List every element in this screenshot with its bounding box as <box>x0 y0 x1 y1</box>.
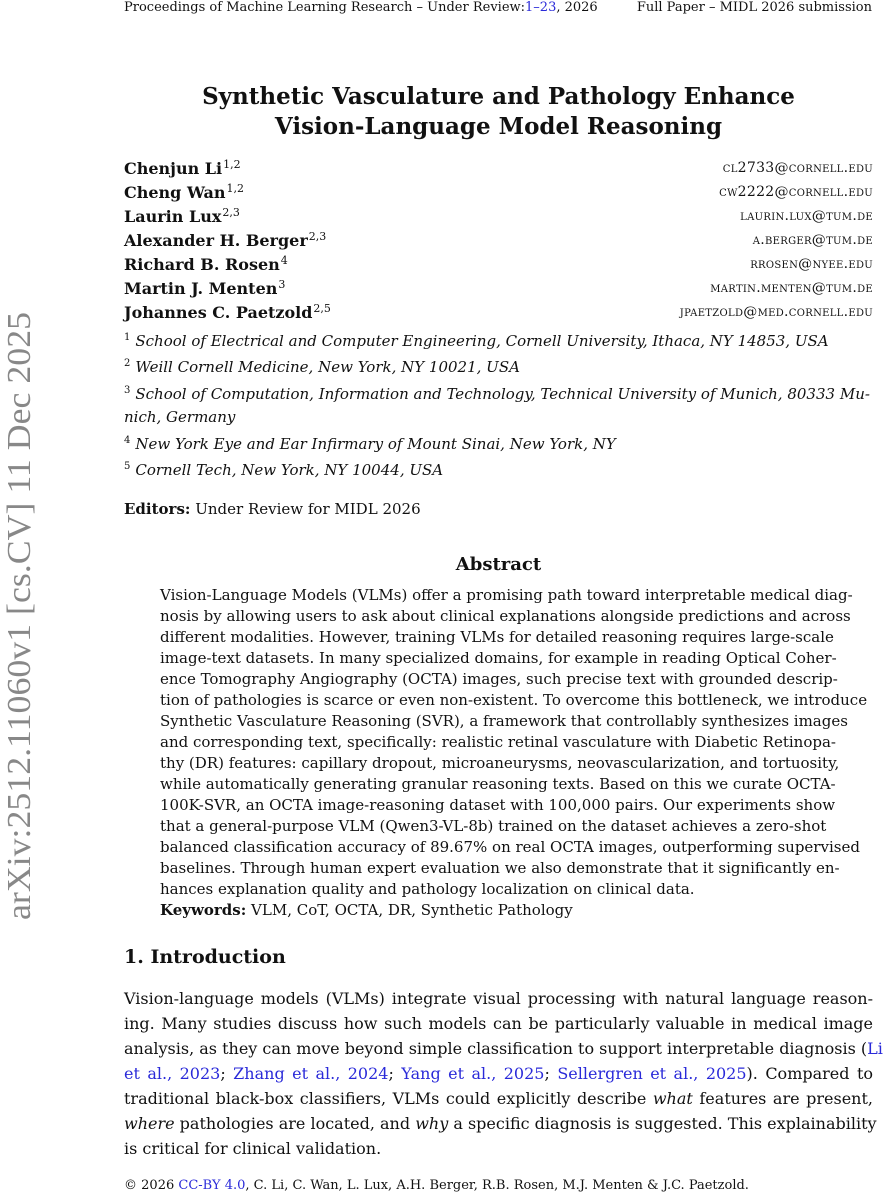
title-line-2: Vision-Language Model Reasoning <box>274 113 723 140</box>
editors-line <box>124 500 421 518</box>
keywords-label: Keywords: <box>160 901 247 919</box>
citation-link[interactable]: et al., 2023 <box>124 1064 221 1083</box>
author-email[interactable]: jpaetzold@med.cornell.edu <box>679 304 873 320</box>
citation-link[interactable]: Zhang et al., 2024 <box>233 1064 389 1083</box>
abstract-body <box>160 585 868 921</box>
abstract-line: Synthetic Vasculature Reasoning (SVR), a framework that controllably synthesizes images <box>160 712 848 730</box>
affiliation-list <box>124 327 873 481</box>
author-row <box>124 302 873 326</box>
author-list <box>124 158 873 326</box>
citation-link[interactable]: Yang et al., 2025 <box>401 1064 545 1083</box>
author-name: Richard B. Rosen$^4$ <box>124 254 288 274</box>
introduction-body <box>124 986 883 1161</box>
footer-authors: , C. Li, C. Wan, L. Lux, A.H. Berger, R.B. Rosen, M.J. Menten & J.C. Paetzold. <box>245 1178 749 1193</box>
author-name: Cheng Wan$^{1,2}$ <box>124 182 245 202</box>
keywords-line <box>160 900 810 921</box>
author-email[interactable]: laurin.lux@tum.de <box>740 208 873 224</box>
intro-line: Vision-language models (VLMs) integrate visual processing with natural language reason- <box>124 989 873 1008</box>
abstract-line: image-text datasets. In many specialized domains, for example in reading Optical Coher- <box>160 649 837 667</box>
citation-link[interactable]: Sellergren et al., 2025 <box>557 1064 747 1083</box>
citation-link[interactable]: Li <box>867 1039 883 1058</box>
author-row <box>124 158 873 182</box>
abstract-line: tion of pathologies is scarce or even non-existent. To overcome this bottleneck, we introduce <box>160 691 868 709</box>
intro-line: et al., 2023; Zhang et al., 2024; Yang et al., 2025; Sellergren et al., 2025). Compared to <box>124 1064 874 1083</box>
author-email[interactable]: a.berger@tum.de <box>752 232 873 248</box>
affiliation: $^1$ School of Electrical and Computer Engineering, Cornell University, Ithaca, NY 14853, USA <box>124 332 829 350</box>
author-email[interactable]: martin.menten@tum.de <box>710 280 873 296</box>
abstract-line: baselines. Through human expert evaluation we also demonstrate that it significantly en- <box>160 859 840 877</box>
abstract-line: ence Tomography Angiography (OCTA) images, such precise text with grounded descrip- <box>160 670 838 688</box>
editors-text: Under Review for MIDL 2026 <box>195 500 421 518</box>
author-row <box>124 278 873 302</box>
intro-line: traditional black-box classifiers, VLMs could explicitly describe what features are present, <box>124 1089 874 1108</box>
arxiv-stamp-text: arXiv:2512.11060v1 [cs.CV] 11 Dec 2025 <box>1 351 38 920</box>
affiliation: $^2$ Weill Cornell Medicine, New York, NY 10021, USA <box>124 357 520 376</box>
running-header-left <box>124 0 598 15</box>
intro-line: where pathologies are located, and why a specific diagnosis is suggested. This explainability <box>124 1114 877 1133</box>
footer-copyright: © 2026 <box>124 1178 175 1193</box>
author-name: Martin J. Menten$^3$ <box>124 278 286 298</box>
author-name: Johannes C. Paetzold$^{2,5}$ <box>124 302 331 322</box>
abstract-line: thy (DR) features: capillary dropout, microaneurysms, neovascularization, and tortuosity, <box>160 754 840 772</box>
affiliation: $^5$ Cornell Tech, New York, NY 10044, USA <box>124 460 444 479</box>
header-year: , 2026 <box>556 0 598 15</box>
running-header-right: Full Paper – MIDL 2026 submission <box>636 0 872 15</box>
abstract-line: Vision-Language Models (VLMs) offer a promising path toward interpretable medical diag- <box>160 586 853 604</box>
abstract-line: hances explanation quality and pathology localization on clinical data. <box>160 880 695 898</box>
author-row <box>124 206 873 230</box>
intro-line: is critical for clinical validation. <box>124 1139 382 1158</box>
abstract-line: that a general-purpose VLM (Qwen3-VL-8b) trained on the dataset achieves a zero-shot <box>160 817 827 835</box>
header-pages-link[interactable]: 1–23 <box>525 0 557 15</box>
author-name: Chenjun Li$^{1,2}$ <box>124 158 241 178</box>
arxiv-stamp <box>0 0 44 1200</box>
author-row <box>124 182 873 206</box>
abstract-line: different modalities. However, training VLMs for detailed reasoning requires large-scale <box>160 628 834 646</box>
affiliation: $^4$ New York Eye and Ear Infirmary of Mount Sinai, New York, NY <box>124 435 616 453</box>
editors-label: Editors: <box>124 500 191 518</box>
author-email[interactable]: rrosen@nyee.edu <box>750 256 873 272</box>
abstract-line: and corresponding text, specifically: realistic retinal vasculature with Diabetic Retinopa- <box>160 733 836 751</box>
abstract-heading: Abstract <box>455 554 542 575</box>
affiliation: $^3$ School of Computation, Information and Technology, Technical University of Munich, 80333 Mu- nich, Germany <box>124 385 870 426</box>
section-heading-introduction: 1. Introduction <box>124 946 286 968</box>
author-email[interactable]: cw2222@cornell.edu <box>719 184 873 200</box>
page-footer <box>0 1178 873 1193</box>
intro-line: analysis, as they can move beyond simple classification to support interpretable diagnosis (Li <box>124 1039 883 1058</box>
title-line-1: Synthetic Vasculature and Pathology Enhance <box>202 83 795 110</box>
intro-line: ing. Many studies discuss how such models can be particularly valuable in medical image <box>124 1014 873 1033</box>
author-name: Alexander H. Berger$^{2,3}$ <box>124 230 327 250</box>
paper-title <box>124 82 873 142</box>
abstract-line: nosis by allowing users to ask about clinical explanations alongside predictions and across <box>160 607 851 625</box>
author-name: Laurin Lux$^{2,3}$ <box>124 206 240 226</box>
author-row <box>124 230 873 254</box>
abstract-line: balanced classification accuracy of 89.67% on real OCTA images, outperforming supervised <box>160 838 860 856</box>
abstract-line: 100K-SVR, an OCTA image-reasoning dataset with 100,000 pairs. Our experiments show <box>160 796 836 814</box>
abstract-line: while automatically generating granular reasoning texts. Based on this we curate OCTA- <box>160 775 836 793</box>
keywords-text: VLM, CoT, OCTA, DR, Synthetic Pathology <box>251 901 573 919</box>
author-email[interactable]: cl2733@cornell.edu <box>722 160 873 176</box>
author-row <box>124 254 873 278</box>
header-venue: Proceedings of Machine Learning Research – Under Review: <box>124 0 526 15</box>
license-link[interactable]: CC-BY 4.0 <box>178 1178 246 1193</box>
